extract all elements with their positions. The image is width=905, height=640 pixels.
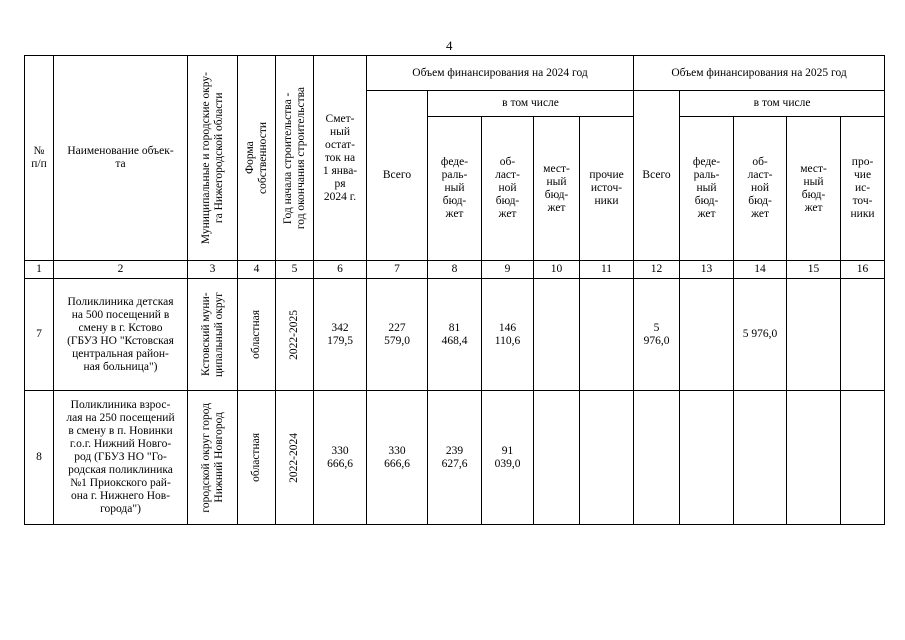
- header-municipality: Муниципальные и городские окру- га Нижегородской области: [188, 56, 238, 261]
- column-number: 5: [276, 261, 314, 279]
- row-total-2025: [634, 391, 680, 525]
- row-ownership: областная: [238, 279, 276, 391]
- row-balance: 342 179,5: [314, 279, 367, 391]
- header-including-2024: в том числе: [428, 91, 634, 117]
- column-number: 12: [634, 261, 680, 279]
- row-other-2025: [841, 391, 885, 525]
- column-number: 8: [428, 261, 482, 279]
- header-years: Год начала строительства - год окончания строительства: [276, 56, 314, 261]
- row-local-2024: [534, 391, 580, 525]
- row-regional-2025: [734, 391, 787, 525]
- header-local-2024: мест- ный бюд- жет: [534, 117, 580, 261]
- table-row: [25, 279, 885, 391]
- row-total-2024: 330 666,6: [367, 391, 428, 525]
- row-federal-2025: [680, 391, 734, 525]
- column-number: 15: [787, 261, 841, 279]
- header-total-2024: Всего: [367, 91, 428, 261]
- financing-table: [24, 55, 885, 525]
- column-number: 3: [188, 261, 238, 279]
- row-federal-2024: 81 468,4: [428, 279, 482, 391]
- row-years: 2022-2024: [276, 391, 314, 525]
- header-regional-2024: об- ласт- ной бюд- жет: [482, 117, 534, 261]
- row-regional-2024: 91 039,0: [482, 391, 534, 525]
- row-federal-2025: [680, 279, 734, 391]
- header-num: № п/п: [25, 56, 54, 261]
- header-including-2025: в том числе: [680, 91, 885, 117]
- header-name: Наименование объек- та: [54, 56, 188, 261]
- row-local-2025: [787, 279, 841, 391]
- row-municipality: городской округ город Нижний Новгород: [188, 391, 238, 525]
- row-municipality: Кстовский муни- ципальный округ: [188, 279, 238, 391]
- header-total-2025: Всего: [634, 91, 680, 261]
- header-balance: Смет- ный остат- ток на 1 янва- ря 2024 г.: [314, 56, 367, 261]
- column-number: 11: [580, 261, 634, 279]
- column-number: 7: [367, 261, 428, 279]
- column-number: 9: [482, 261, 534, 279]
- header-federal-2025: феде- раль- ный бюд- жет: [680, 117, 734, 261]
- column-number-row: [25, 261, 885, 279]
- header-ownership: Форма собственности: [238, 56, 276, 261]
- column-number: 1: [25, 261, 54, 279]
- row-regional-2024: 146 110,6: [482, 279, 534, 391]
- row-other-2025: [841, 279, 885, 391]
- column-number: 13: [680, 261, 734, 279]
- page-number: 4: [446, 38, 453, 53]
- header-local-2025: мест- ный бюд- жет: [787, 117, 841, 261]
- row-num: 8: [25, 391, 54, 525]
- row-years: 2022-2025: [276, 279, 314, 391]
- row-total-2025: 5 976,0: [634, 279, 680, 391]
- header-other-2024: прочие источ- ники: [580, 117, 634, 261]
- row-total-2024: 227 579,0: [367, 279, 428, 391]
- row-other-2024: [580, 279, 634, 391]
- row-other-2024: [580, 391, 634, 525]
- column-number: 16: [841, 261, 885, 279]
- row-ownership: областная: [238, 391, 276, 525]
- header-fin-2024: Объем финансирования на 2024 год: [367, 56, 634, 91]
- column-number: 4: [238, 261, 276, 279]
- row-local-2024: [534, 279, 580, 391]
- header-federal-2024: феде- раль- ный бюд- жет: [428, 117, 482, 261]
- column-number: 2: [54, 261, 188, 279]
- row-local-2025: [787, 391, 841, 525]
- header-other-2025: про- чие ис- точ- ники: [841, 117, 885, 261]
- column-number: 14: [734, 261, 787, 279]
- row-name: Поликлиника взрос- лая на 250 посещений в смену в п. Новинки г.о.г. Нижний Новго- род (ГБУЗ НО "Го- родская поликлиника №1 Приокского рай- она г. Нижнего Нов- города"): [54, 391, 188, 525]
- header-row-1: [25, 56, 885, 91]
- column-number: 6: [314, 261, 367, 279]
- row-balance: 330 666,6: [314, 391, 367, 525]
- table-row: [25, 391, 885, 525]
- row-regional-2025: 5 976,0: [734, 279, 787, 391]
- header-regional-2025: об- ласт- ной бюд- жет: [734, 117, 787, 261]
- header-fin-2025: Объем финансирования на 2025 год: [634, 56, 885, 91]
- row-name: Поликлиника детская на 500 посещений в смену в г. Кстово (ГБУЗ НО "Кстовская центральная район- ная больница"): [54, 279, 188, 391]
- column-number: 10: [534, 261, 580, 279]
- row-federal-2024: 239 627,6: [428, 391, 482, 525]
- row-num: 7: [25, 279, 54, 391]
